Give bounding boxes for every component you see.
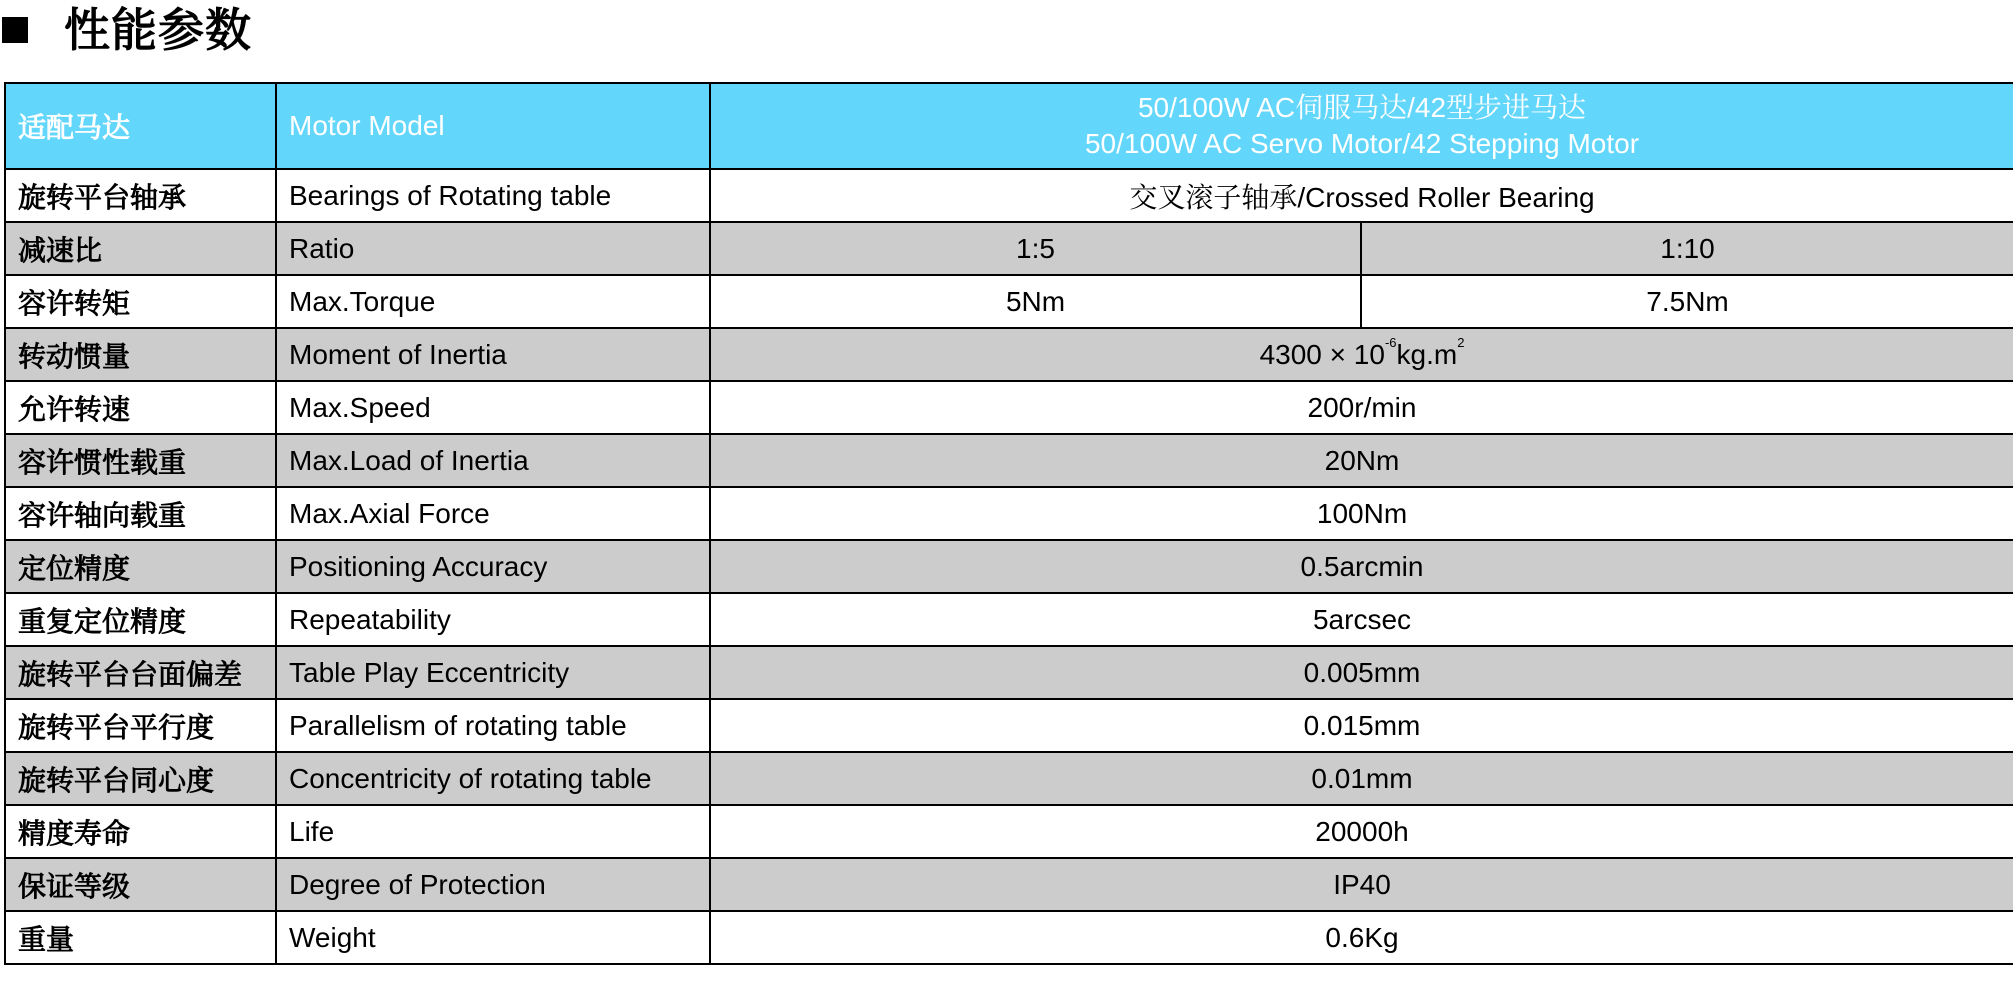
table-row: [5, 805, 2013, 858]
row-en-label: Positioning Accuracy: [276, 540, 710, 593]
row-en-label: Max.Torque: [276, 275, 710, 328]
row-value: 200r/min: [710, 381, 2013, 434]
row-cn-label: 保证等级: [5, 858, 276, 911]
row-en-label: Moment of Inertia: [276, 328, 710, 381]
row-en-label: Weight: [276, 911, 710, 964]
row-value: [710, 328, 2013, 381]
inertia-exponent: -6: [1384, 334, 1397, 350]
table-row: [5, 222, 2013, 275]
row-value: IP40: [710, 858, 2013, 911]
table-row: [5, 434, 2013, 487]
row-value: 5arcsec: [710, 593, 2013, 646]
row-cn-label: 重复定位精度: [5, 593, 276, 646]
inertia-base: 4300 × 10: [1259, 338, 1385, 370]
row-value-b: 1:10: [1361, 222, 2013, 275]
row-cn-label: 旋转平台同心度: [5, 752, 276, 805]
row-en-label: Max.Speed: [276, 381, 710, 434]
header-value: [710, 83, 2013, 169]
table-row: [5, 646, 2013, 699]
section-title: 性能参数: [64, 3, 252, 57]
header-value-line2: 50/100W AC Servo Motor/42 Stepping Motor: [1084, 128, 1640, 159]
table-row: [5, 381, 2013, 434]
table-row: [5, 699, 2013, 752]
row-en-label: Concentricity of rotating table: [276, 752, 710, 805]
header-en-label: Motor Model: [276, 83, 710, 169]
row-cn-label: 定位精度: [5, 540, 276, 593]
row-cn-label: 容许轴向载重: [5, 487, 276, 540]
row-en-label: Parallelism of rotating table: [276, 699, 710, 752]
row-value: 交叉滚子轴承/Crossed Roller Bearing: [710, 169, 2013, 222]
inertia-unit: kg.m: [1396, 338, 1458, 370]
table-header-row: [5, 83, 2013, 169]
row-cn-label: 旋转平台台面偏差: [5, 646, 276, 699]
performance-parameters-table: [4, 82, 2013, 965]
row-en-label: Max.Load of Inertia: [276, 434, 710, 487]
row-value: 20Nm: [710, 434, 2013, 487]
row-en-label: Life: [276, 805, 710, 858]
row-value-a: 5Nm: [710, 275, 1361, 328]
header-value-line1: 50/100W AC伺服马达/42型步进马达: [1137, 92, 1587, 123]
row-value: 0.5arcmin: [710, 540, 2013, 593]
row-en-label: Table Play Eccentricity: [276, 646, 710, 699]
row-value: 0.015mm: [710, 699, 2013, 752]
row-cn-label: 旋转平台平行度: [5, 699, 276, 752]
row-cn-label: 减速比: [5, 222, 276, 275]
row-value: 20000h: [710, 805, 2013, 858]
row-en-label: Ratio: [276, 222, 710, 275]
row-en-label: Bearings of Rotating table: [276, 169, 710, 222]
row-cn-label: 允许转速: [5, 381, 276, 434]
table-row: [5, 593, 2013, 646]
table-row: [5, 858, 2013, 911]
table-row: [5, 540, 2013, 593]
row-en-label: Degree of Protection: [276, 858, 710, 911]
table-row: [5, 169, 2013, 222]
row-value: 0.005mm: [710, 646, 2013, 699]
row-cn-label: 重量: [5, 911, 276, 964]
row-value: 0.6Kg: [710, 911, 2013, 964]
inertia-unit-exponent: 2: [1457, 334, 1465, 350]
row-value-a: 1:5: [710, 222, 1361, 275]
table-row: [5, 275, 2013, 328]
row-cn-label: 转动惯量: [5, 328, 276, 381]
row-en-label: Repeatability: [276, 593, 710, 646]
table-row: [5, 752, 2013, 805]
row-value: 0.01mm: [710, 752, 2013, 805]
row-value-b: 7.5Nm: [1361, 275, 2013, 328]
row-cn-label: 容许惯性载重: [5, 434, 276, 487]
header-cn-label: 适配马达: [5, 83, 276, 169]
row-value: 100Nm: [710, 487, 2013, 540]
row-cn-label: 旋转平台轴承: [5, 169, 276, 222]
section-heading: [0, 0, 252, 60]
row-cn-label: 容许转矩: [5, 275, 276, 328]
table-row: [5, 911, 2013, 964]
table-row: [5, 328, 2013, 381]
table-row: [5, 487, 2013, 540]
square-bullet-icon: [2, 17, 28, 43]
row-cn-label: 精度寿命: [5, 805, 276, 858]
row-en-label: Max.Axial Force: [276, 487, 710, 540]
